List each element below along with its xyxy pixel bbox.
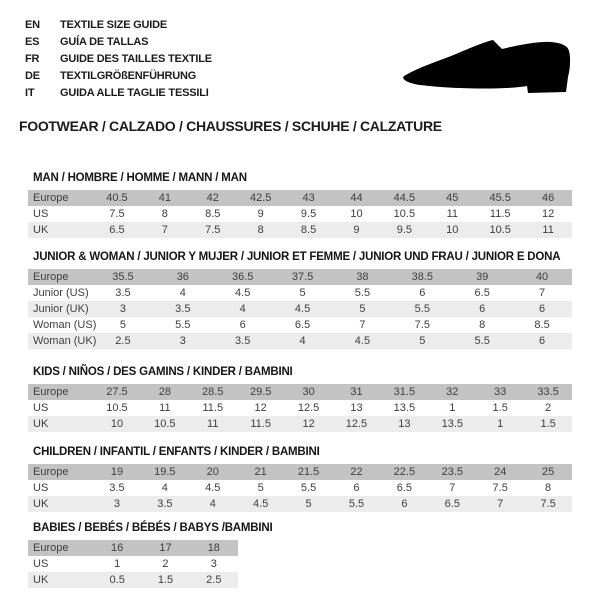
- size-cell: 13: [398, 418, 411, 430]
- size-cell: 4: [161, 482, 168, 494]
- size-cell: 7: [161, 224, 168, 236]
- table-row-junior-us: [28, 285, 572, 301]
- size-cell: 11.5: [202, 402, 224, 414]
- size-table: [28, 446, 572, 512]
- size-cell: 32: [446, 386, 459, 398]
- size-cell: 3: [119, 303, 126, 315]
- size-cell: 44: [350, 192, 363, 204]
- size-cell: 11.5: [489, 208, 511, 220]
- size-cell: 6: [401, 498, 408, 510]
- size-cell: 13: [350, 402, 363, 414]
- size-cell: 1: [449, 402, 456, 414]
- size-cell: 5.5: [300, 482, 317, 494]
- size-table-title: JUNIOR & WOMAN / JUNIOR Y MUJER / JUNIOR ET FEMME / JUNIOR UND FRAU / JUNIOR E DONA: [33, 251, 561, 263]
- size-cell: 29.5: [249, 386, 272, 398]
- size-cell: 9.5: [396, 224, 413, 236]
- row-label: Europe: [33, 542, 69, 554]
- size-cell: 41: [158, 192, 171, 204]
- row-label: US: [33, 208, 49, 220]
- size-cell: 1: [497, 418, 504, 430]
- size-cell: 3.5: [115, 287, 131, 299]
- size-cell: 3.5: [235, 335, 251, 347]
- table-row-us: [28, 400, 572, 416]
- size-table-title: BABIES / BEBÉS / BÉBÉS / BABYS /BAMBINI: [33, 522, 273, 534]
- row-label: Junior (US): [33, 287, 89, 299]
- size-cell: 8.5: [300, 224, 317, 236]
- table-row-europe: [28, 384, 572, 400]
- size-cell: 44.5: [393, 192, 416, 204]
- size-cell: 1: [114, 558, 121, 570]
- size-cell: 17: [159, 542, 172, 554]
- size-cell: 4: [239, 303, 246, 315]
- row-label: US: [33, 482, 49, 494]
- size-cell: 7: [449, 482, 456, 494]
- size-cell: 12.5: [297, 402, 320, 414]
- size-cell: 6: [353, 482, 360, 494]
- size-cell: 22: [350, 466, 363, 478]
- row-label: UK: [33, 498, 49, 510]
- size-cell: 10.5: [393, 208, 416, 220]
- size-cell: 10: [110, 418, 124, 430]
- row-label: UK: [33, 574, 49, 586]
- size-cell: 25: [541, 466, 555, 478]
- language-code: IT: [25, 86, 35, 99]
- size-cell: 20: [206, 466, 219, 478]
- table-row-uk: [28, 572, 238, 588]
- size-cell: 8.5: [534, 319, 550, 331]
- language-line-fr: [25, 50, 212, 67]
- size-table-rows: [28, 384, 572, 432]
- size-table-rows: [28, 464, 572, 512]
- size-cell: 7: [539, 287, 546, 299]
- size-table-title: CHILDREN / INFANTIL / ENFANTS / KINDER / BAMBINI: [33, 446, 320, 458]
- size-cell: 4.5: [235, 287, 251, 299]
- row-label: Europe: [33, 386, 69, 398]
- size-cell: 10.5: [489, 224, 511, 236]
- table-row-uk: [28, 416, 572, 432]
- size-cell: 5.5: [474, 335, 490, 347]
- row-label: US: [33, 558, 49, 570]
- size-cell: 5: [419, 335, 426, 347]
- size-cell: 45: [446, 192, 459, 204]
- language-line-de: [25, 67, 212, 84]
- size-cell: 4.5: [354, 335, 371, 347]
- size-cell: 39: [476, 271, 489, 283]
- size-cell: 36: [176, 271, 189, 283]
- table-row-uk: [28, 496, 572, 512]
- language-line-en: [25, 16, 212, 33]
- row-label: UK: [33, 418, 49, 430]
- row-label: Junior (UK): [33, 303, 89, 315]
- table-row-europe: [28, 190, 572, 206]
- size-cell: 4: [299, 335, 306, 347]
- size-cell: 42.5: [249, 192, 272, 204]
- size-cell: 12.5: [345, 418, 368, 430]
- size-cell: 6.5: [294, 319, 311, 331]
- size-cell: 7: [497, 498, 504, 510]
- size-cell: 11.5: [250, 418, 271, 430]
- size-cell: 6.5: [444, 498, 460, 510]
- size-cell: 1.5: [540, 418, 556, 430]
- size-table-title: MAN / HOMBRE / HOMME / MANN / MAN: [33, 172, 247, 184]
- size-cell: 5: [299, 287, 306, 299]
- size-cell: 10: [446, 224, 459, 236]
- size-cell: 30: [302, 386, 315, 398]
- size-table-rows: [28, 190, 572, 238]
- size-cell: 28: [158, 386, 171, 398]
- size-cell: 9: [257, 208, 264, 220]
- size-cell: 5.5: [414, 303, 430, 315]
- table-row-europe: [28, 540, 238, 556]
- language-label: GUÍA DE TALLAS: [60, 35, 149, 48]
- row-label: Woman (US): [33, 319, 97, 331]
- size-cell: 2.5: [206, 574, 222, 586]
- size-cell: 11: [446, 208, 458, 220]
- table-row-woman-uk: [28, 333, 572, 349]
- size-cell: 21: [254, 466, 267, 478]
- size-cell: 4: [209, 498, 216, 510]
- size-cell: 35.5: [112, 271, 134, 283]
- language-line-it: [25, 84, 212, 101]
- size-cell: 10.5: [154, 418, 176, 430]
- size-cell: 33.5: [537, 386, 559, 398]
- size-cell: 19: [110, 466, 124, 478]
- size-cell: 10: [350, 208, 363, 220]
- size-cell: 7.5: [540, 498, 556, 510]
- size-cell: 4.5: [253, 498, 269, 510]
- size-cell: 2: [162, 558, 169, 570]
- size-table: [28, 522, 273, 588]
- size-cell: 10.5: [106, 402, 128, 414]
- size-table-title: KIDS / NIÑOS / DES GAMINS / KINDER / BAMBINI: [33, 366, 293, 378]
- language-line-es: [25, 33, 212, 50]
- size-cell: 7.5: [205, 224, 221, 236]
- size-cell: 0.5: [109, 574, 125, 586]
- size-cell: 40: [535, 271, 549, 283]
- size-cell: 33: [494, 386, 507, 398]
- row-label: Europe: [33, 271, 69, 283]
- size-cell: 36.5: [231, 271, 254, 283]
- size-cell: 46: [541, 192, 555, 204]
- size-cell: 9.5: [300, 208, 317, 220]
- size-cell: 22.5: [393, 466, 416, 478]
- size-cell: 31: [350, 386, 363, 398]
- row-label: UK: [33, 224, 49, 236]
- row-label: Europe: [33, 466, 69, 478]
- size-cell: 45.5: [489, 192, 511, 204]
- size-cell: 13.5: [393, 402, 416, 414]
- size-cell: 11: [542, 224, 554, 236]
- language-code: DE: [25, 69, 40, 82]
- size-cell: 38.5: [411, 271, 434, 283]
- language-label: GUIDE DES TAILLES TEXTILE: [60, 52, 212, 65]
- size-cell: 3: [179, 335, 186, 347]
- size-cell: 6.5: [396, 482, 413, 494]
- size-cell: 12: [302, 418, 315, 430]
- size-table: [28, 251, 572, 349]
- size-cell: 6.5: [109, 224, 125, 236]
- size-cell: 6: [479, 303, 486, 315]
- size-cell: 3: [113, 498, 121, 510]
- language-code: EN: [25, 18, 40, 31]
- row-label: US: [33, 402, 49, 414]
- row-label: Woman (UK): [33, 335, 97, 347]
- size-cell: 7.5: [492, 482, 508, 494]
- size-cell: 5: [359, 303, 366, 315]
- table-row-europe: [28, 269, 572, 285]
- size-cell: 7.5: [414, 319, 430, 331]
- size-cell: 18: [207, 542, 220, 554]
- category-title: FOOTWEAR / CALZADO / CHAUSSURES / SCHUHE / CALZATURE: [19, 118, 442, 134]
- table-row-europe: [28, 464, 572, 480]
- table-row-woman-us: [28, 317, 572, 333]
- size-cell: 3.5: [157, 498, 173, 510]
- size-cell: 27.5: [106, 386, 128, 398]
- size-cell: 21.5: [297, 466, 320, 478]
- size-cell: 2.5: [115, 335, 131, 347]
- table-row-junior-uk: [28, 301, 572, 317]
- language-code: FR: [25, 52, 40, 65]
- size-cell: 3: [210, 558, 217, 570]
- size-cell: 5: [119, 319, 126, 331]
- size-cell: 19.5: [154, 466, 176, 478]
- language-legend: [25, 16, 212, 101]
- size-cell: 5.5: [175, 319, 191, 331]
- table-row-uk: [28, 222, 572, 238]
- size-cell: 7: [359, 319, 366, 331]
- size-cell: 5: [305, 498, 312, 510]
- language-label: TEXTILE SIZE GUIDE: [60, 18, 168, 31]
- size-cell: 8: [545, 482, 552, 494]
- size-cell: 12: [254, 402, 267, 414]
- size-cell: 38: [356, 271, 369, 283]
- size-cell: 8: [161, 208, 168, 220]
- size-cell: 8: [479, 319, 486, 331]
- size-cell: 6: [539, 335, 546, 347]
- size-cell: 1.5: [157, 574, 174, 586]
- size-cell: 40.5: [106, 192, 128, 204]
- size-cell: 5.5: [348, 498, 365, 510]
- size-table-rows: [28, 540, 238, 588]
- size-cell: 9: [353, 224, 360, 236]
- table-row-us: [28, 206, 572, 222]
- size-cell: 5: [257, 482, 264, 494]
- size-table-rows: [28, 269, 572, 349]
- size-cell: 43: [302, 192, 315, 204]
- size-cell: 11: [207, 418, 219, 430]
- size-cell: 31.5: [393, 386, 416, 398]
- size-cell: 6.5: [474, 287, 490, 299]
- size-cell: 6: [539, 303, 546, 315]
- size-cell: 13.5: [441, 418, 463, 430]
- size-cell: 4: [179, 287, 186, 299]
- size-cell: 3.5: [109, 482, 125, 494]
- table-row-us: [28, 480, 572, 496]
- size-cell: 7.5: [109, 208, 125, 220]
- size-cell: 2: [545, 402, 552, 414]
- size-cell: 8: [257, 224, 264, 236]
- size-cell: 4.5: [294, 303, 311, 315]
- size-cell: 6: [239, 319, 246, 331]
- size-cell: 37.5: [291, 271, 314, 283]
- size-cell: 42: [206, 192, 219, 204]
- size-cell: 1.5: [492, 402, 508, 414]
- size-table: [28, 172, 572, 238]
- size-cell: 6: [419, 287, 426, 299]
- size-cell: 4.5: [205, 482, 221, 494]
- size-cell: 23.5: [441, 466, 463, 478]
- size-cell: 24: [494, 466, 507, 478]
- size-cell: 3.5: [175, 303, 191, 315]
- table-row-us: [28, 556, 238, 572]
- size-cell: 5.5: [354, 287, 371, 299]
- size-cell: 28.5: [202, 386, 224, 398]
- dress-shoe-icon: [394, 18, 579, 100]
- row-label: Europe: [33, 192, 69, 204]
- size-cell: 8.5: [205, 208, 221, 220]
- language-label: TEXTILGRÖßENFÜHRUNG: [60, 69, 197, 82]
- language-label: GUIDA ALLE TAGLIE TESSILI: [60, 86, 209, 99]
- size-table: [28, 366, 572, 432]
- size-cell: 16: [111, 542, 124, 554]
- size-cell: 12: [541, 208, 555, 220]
- size-cell: 11: [159, 402, 171, 414]
- language-code: ES: [25, 35, 40, 48]
